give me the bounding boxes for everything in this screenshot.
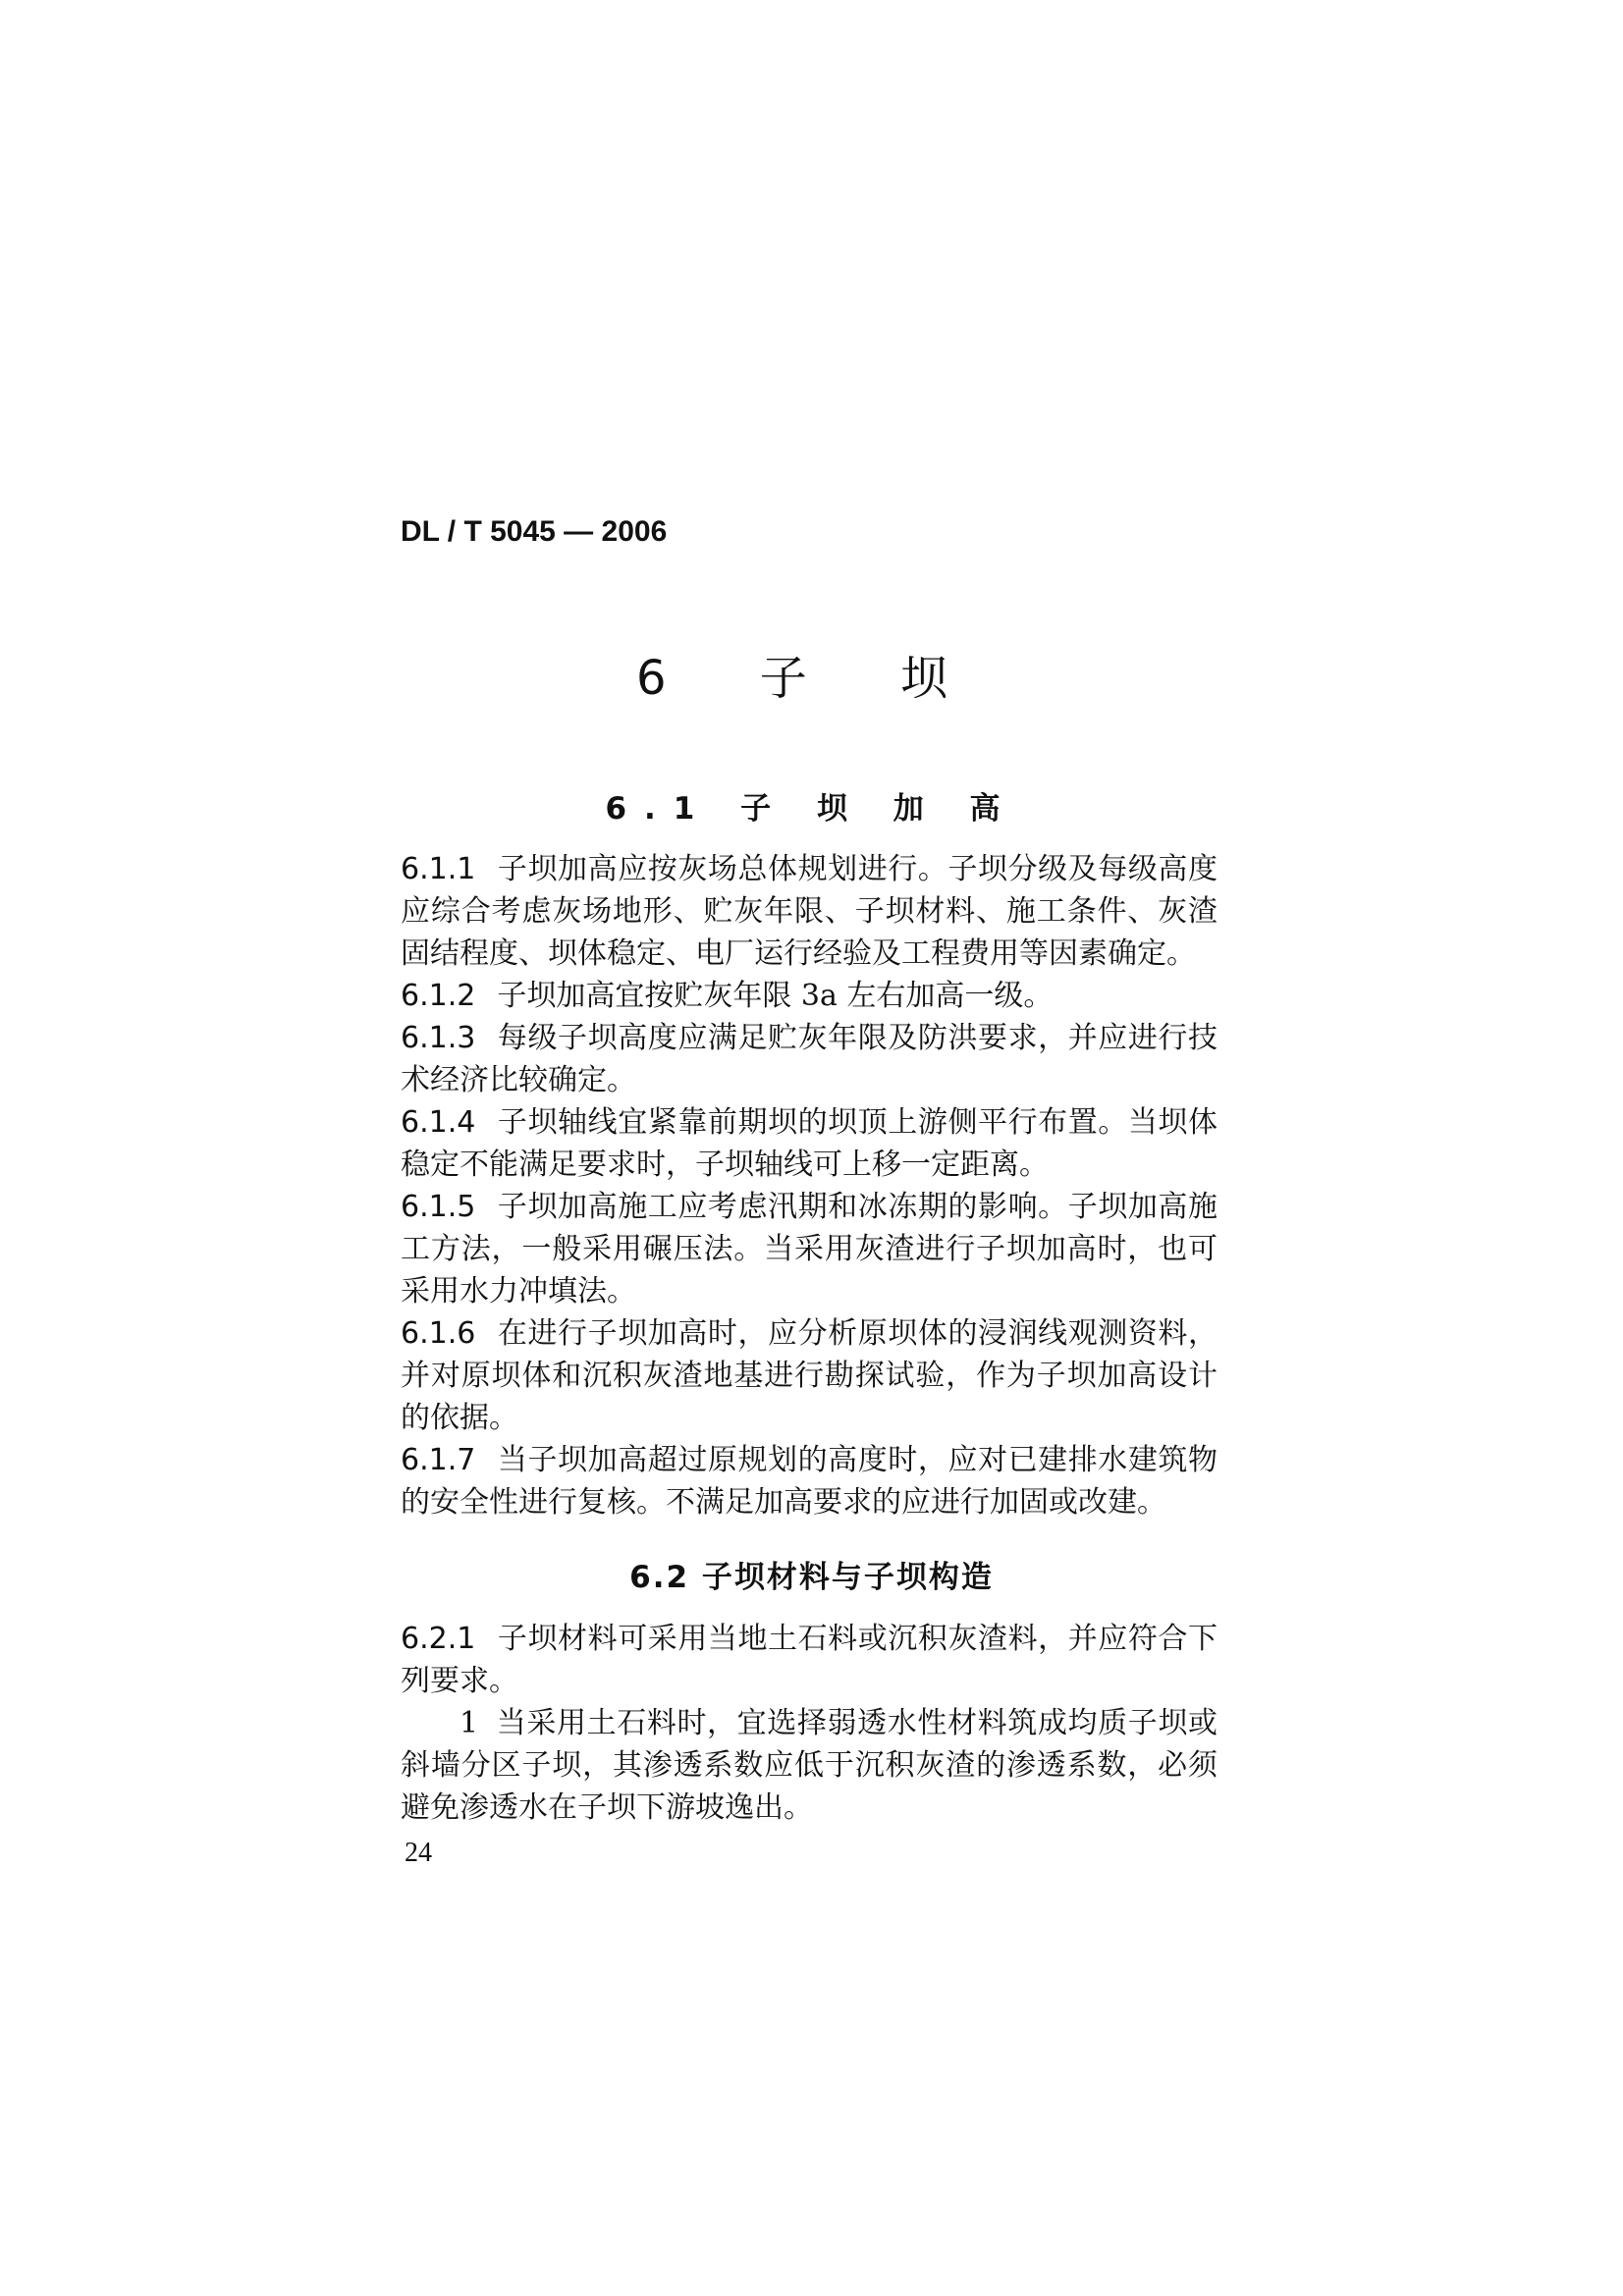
clause-number: 6.1.7 bbox=[401, 1443, 476, 1477]
clause-text: 子坝材料可采用当地土石料或沉积灰渣料，并应符合下列要求。 bbox=[401, 1622, 1217, 1698]
standard-code-header: DL / T 5045 — 2006 bbox=[401, 515, 668, 548]
clause-text: 子坝加高应按灰场总体规划进行。子坝分级及每级高度应综合考虑灰场地形、贮灰年限、子坝材料、施工条件、灰渣固结程度、坝体稳定、电厂运行经验及工程费用等因素确定。 bbox=[401, 852, 1217, 971]
page-number: 24 bbox=[405, 1838, 432, 1868]
list-item-1 bbox=[401, 1702, 1217, 1829]
clause-6-2-1 bbox=[401, 1618, 1217, 1702]
clause-6-1-7 bbox=[401, 1439, 1217, 1523]
chapter-title: 6 子 坝 bbox=[635, 651, 988, 706]
clause-6-1-1 bbox=[401, 848, 1217, 975]
section-body-6-1 bbox=[401, 848, 1217, 1523]
item-text: 当采用土石料时，宜选择弱透水性材料筑成均质子坝或斜墙分区子坝，其渗透系数应低于沉积灰渣的渗透系数，必须避免渗透水在子坝下游坡逸出。 bbox=[401, 1706, 1217, 1825]
clause-text: 当子坝加高超过原规划的高度时，应对已建排水建筑物的安全性进行复核。不满足加高要求的应进行加固或改建。 bbox=[401, 1443, 1217, 1520]
clause-6-1-5 bbox=[401, 1186, 1217, 1312]
clause-number: 6.1.2 bbox=[401, 979, 476, 1013]
clause-6-1-6 bbox=[401, 1312, 1217, 1439]
clause-text: 子坝加高宜按贮灰年限 3a 左右加高一级。 bbox=[497, 979, 1054, 1013]
section-title-6-1: 6.1 子 坝 加 高 bbox=[605, 791, 1018, 827]
section-body-6-2 bbox=[401, 1618, 1217, 1829]
clause-number: 6.2.1 bbox=[401, 1622, 476, 1656]
clause-text: 每级子坝高度应满足贮灰年限及防洪要求，并应进行技术经济比较确定。 bbox=[401, 1021, 1217, 1097]
clause-6-1-4 bbox=[401, 1101, 1217, 1186]
clause-text: 在进行子坝加高时，应分析原坝体的浸润线观测资料，并对原坝体和沉积灰渣地基进行勘探试验，作为子坝加高设计的依据。 bbox=[401, 1316, 1217, 1435]
item-number: 1 bbox=[460, 1706, 479, 1740]
clause-6-1-3 bbox=[401, 1017, 1217, 1101]
section-title-6-2: 6.2 子坝材料与子坝构造 bbox=[629, 1560, 994, 1595]
clause-6-1-2 bbox=[401, 975, 1217, 1017]
clause-number: 6.1.4 bbox=[401, 1105, 476, 1140]
clause-number: 6.1.5 bbox=[401, 1190, 476, 1224]
clause-number: 6.1.3 bbox=[401, 1021, 476, 1055]
clause-text: 子坝加高施工应考虑汛期和冰冻期的影响。子坝加高施工方法，一般采用碾压法。当采用灰渣进行子坝加高时，也可采用水力冲填法。 bbox=[401, 1190, 1217, 1308]
clause-number: 6.1.1 bbox=[401, 852, 476, 886]
clause-number: 6.1.6 bbox=[401, 1316, 476, 1351]
clause-text: 子坝轴线宜紧靠前期坝的坝顶上游侧平行布置。当坝体稳定不能满足要求时，子坝轴线可上移一定距离。 bbox=[401, 1105, 1217, 1182]
